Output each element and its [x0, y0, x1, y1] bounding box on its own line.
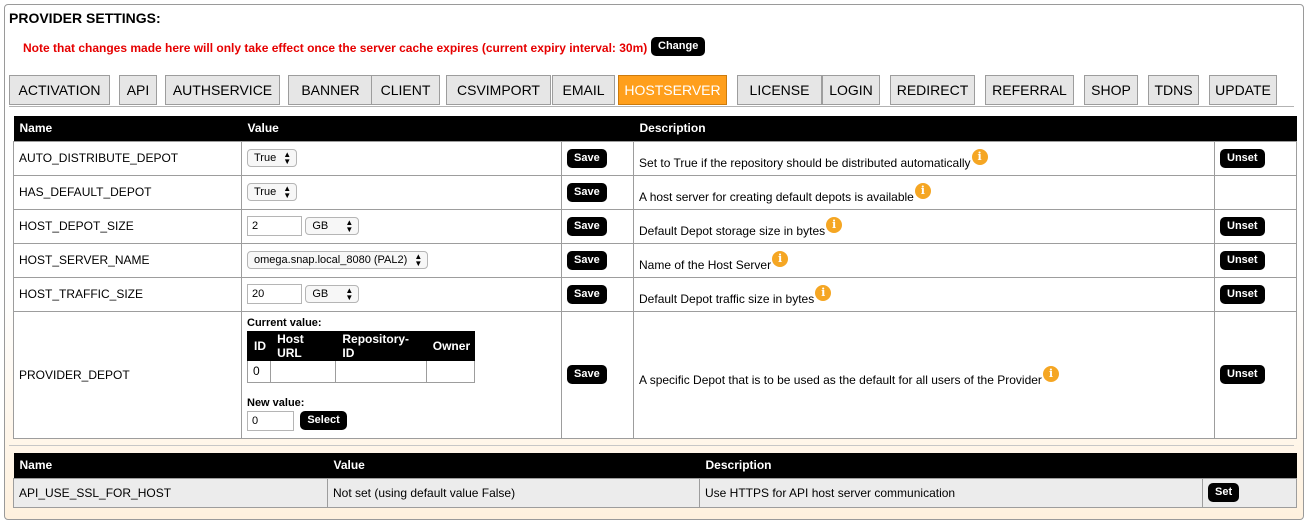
info-icon[interactable]: i	[826, 217, 842, 233]
setting-description: Set to True if the repository should be distributed automatically	[639, 156, 971, 170]
depot-host-url-cell	[271, 360, 336, 382]
info-icon[interactable]: i	[972, 149, 988, 165]
table-row	[14, 478, 1297, 507]
cache-notice: Note that changes made here will only take effect once the server cache expires (current expiry interval: 30m)	[23, 41, 648, 55]
setting-name: HAS_DEFAULT_DEPOT	[14, 175, 242, 209]
info-icon[interactable]: i	[1043, 366, 1059, 382]
setting-name: HOST_SERVER_NAME	[14, 243, 242, 277]
depot-repository-id-cell	[336, 360, 426, 382]
tab-authservice[interactable]: AUTHSERVICE	[165, 75, 280, 105]
depot-owner-cell	[426, 360, 474, 382]
table-row	[248, 360, 475, 382]
tabs-divider	[9, 106, 1294, 107]
defaults-table	[13, 453, 1297, 508]
setting-description: Name of the Host Server	[639, 258, 772, 272]
tab-redirect[interactable]: REDIRECT	[890, 75, 975, 105]
chevron-updown-icon: ▲ ▼	[414, 252, 423, 268]
chevron-updown-icon: ▲ ▼	[283, 184, 292, 200]
tab-hostserver[interactable]: HOSTSERVER	[618, 75, 727, 105]
tab-shop[interactable]: SHOP	[1084, 75, 1138, 105]
traffic-size-input[interactable]: 20	[247, 284, 302, 304]
tab-banner[interactable]: BANNER	[288, 75, 373, 105]
depot-id-cell: 0	[248, 360, 271, 382]
tab-license[interactable]: LICENSE	[737, 75, 822, 105]
header-description: Description	[634, 116, 1297, 141]
chevron-updown-icon: ▲ ▼	[345, 286, 354, 302]
auto-distribute-select[interactable]: True ▲ ▼	[247, 149, 297, 167]
setting-name: AUTO_DISTRIBUTE_DEPOT	[14, 141, 242, 175]
has-default-depot-select[interactable]: True ▲ ▼	[247, 183, 297, 201]
traffic-size-unit-select[interactable]: GB ▲ ▼	[305, 285, 359, 303]
chevron-updown-icon: ▲ ▼	[345, 218, 354, 234]
depot-col-repository-id: Repository-ID	[336, 331, 426, 360]
tab-api[interactable]: API	[119, 75, 157, 105]
setting-description: A specific Depot that is to be used as the default for all users of the Provider	[639, 372, 1042, 387]
info-icon[interactable]: i	[772, 251, 788, 267]
setting-description: Default Depot storage size in bytes	[639, 224, 826, 238]
tab-login[interactable]: LOGIN	[822, 75, 880, 105]
unset-button[interactable]: Unset	[1220, 285, 1265, 304]
setting-name: PROVIDER_DEPOT	[14, 311, 242, 438]
depot-col-host-url: Host URL	[271, 331, 336, 360]
tab-referral[interactable]: REFERRAL	[985, 75, 1074, 105]
table-row	[14, 311, 1297, 438]
setting-description: Default Depot traffic size in bytes	[639, 292, 815, 306]
save-button[interactable]: Save	[567, 251, 607, 270]
header-name: Name	[14, 116, 242, 141]
set-button[interactable]: Set	[1208, 483, 1239, 502]
tab-activation[interactable]: ACTIVATION	[9, 75, 110, 105]
settings-tabs	[9, 75, 1294, 105]
depot-col-owner: Owner	[426, 331, 474, 360]
new-depot-input[interactable]: 0	[247, 411, 294, 431]
depot-col-id: ID	[248, 331, 271, 360]
tab-email[interactable]: EMAIL	[552, 75, 615, 105]
tab-csvimport[interactable]: CSVIMPORT	[446, 75, 551, 105]
default-setting-name: API_USE_SSL_FOR_HOST	[14, 478, 328, 507]
table-row	[14, 141, 1297, 175]
header-value: Value	[242, 116, 634, 141]
setting-name: HOST_TRAFFIC_SIZE	[14, 277, 242, 311]
page-title: PROVIDER SETTINGS:	[9, 10, 161, 26]
save-button[interactable]: Save	[567, 285, 607, 304]
table-row	[14, 175, 1297, 209]
save-button[interactable]: Save	[567, 183, 607, 202]
current-value-label: Current value:	[247, 316, 322, 329]
current-depot-table	[247, 331, 475, 383]
tab-update[interactable]: UPDATE	[1209, 75, 1277, 105]
save-button[interactable]: Save	[567, 149, 607, 168]
unset-button[interactable]: Unset	[1220, 251, 1265, 270]
table-row	[14, 209, 1297, 243]
select-depot-button[interactable]: Select	[300, 411, 346, 430]
tab-tdns[interactable]: TDNS	[1148, 75, 1199, 105]
unset-button[interactable]: Unset	[1220, 217, 1265, 236]
host-server-select[interactable]: omega.snap.local_8080 (PAL2) ▲ ▼	[247, 251, 428, 269]
unset-button[interactable]: Unset	[1220, 365, 1265, 384]
header-description: Description	[700, 453, 1297, 478]
chevron-updown-icon: ▲ ▼	[283, 150, 292, 166]
depot-size-input[interactable]: 2	[247, 216, 302, 236]
settings-table	[13, 116, 1297, 439]
table-row	[14, 277, 1297, 311]
change-button[interactable]: Change	[651, 37, 705, 56]
depot-size-unit-select[interactable]: GB ▲ ▼	[305, 217, 359, 235]
unset-button[interactable]: Unset	[1220, 149, 1265, 168]
section-divider	[9, 445, 1294, 446]
info-icon[interactable]: i	[815, 285, 831, 301]
default-setting-value: Not set (using default value False)	[328, 478, 700, 507]
new-value-label: New value:	[247, 396, 305, 409]
header-value: Value	[328, 453, 700, 478]
default-setting-description: Use HTTPS for API host server communication	[700, 478, 1203, 507]
save-button[interactable]: Save	[567, 365, 607, 384]
tab-client[interactable]: CLIENT	[371, 75, 440, 105]
table-row	[14, 243, 1297, 277]
info-icon[interactable]: i	[915, 183, 931, 199]
header-name: Name	[14, 453, 328, 478]
save-button[interactable]: Save	[567, 217, 607, 236]
setting-name: HOST_DEPOT_SIZE	[14, 209, 242, 243]
setting-description: A host server for creating default depots is available	[639, 190, 914, 204]
